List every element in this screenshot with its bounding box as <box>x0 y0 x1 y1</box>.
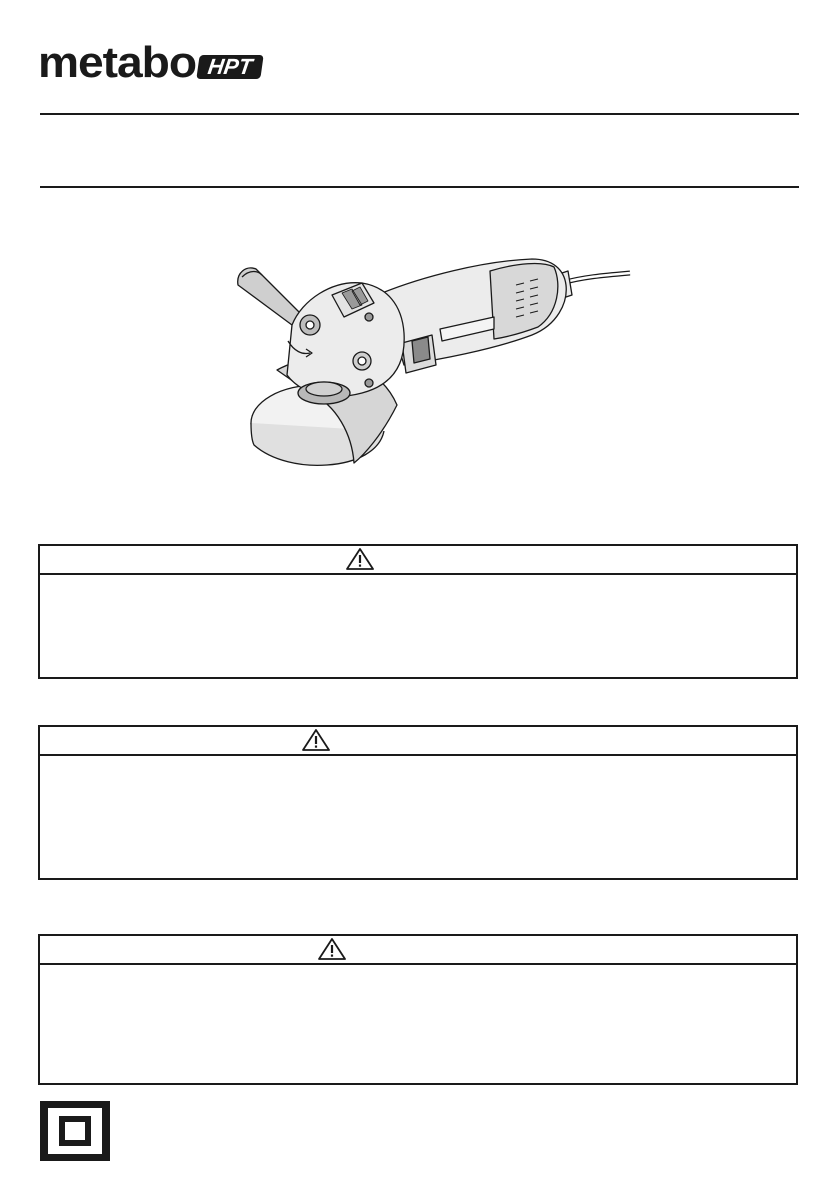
brand-badge: HPT <box>197 55 264 79</box>
warning-box-2-header <box>40 727 796 756</box>
warning-triangle-icon <box>302 729 330 751</box>
warning-box-2 <box>38 725 798 880</box>
brand-wordmark: metabo <box>38 38 197 87</box>
brand-logo <box>38 38 262 87</box>
warning-triangle-icon <box>318 938 346 960</box>
double-insulation-icon <box>40 1101 110 1161</box>
warning-box-1 <box>38 544 798 679</box>
top-rule <box>40 113 799 115</box>
warning-box-3-header <box>40 936 796 965</box>
warning-box-3 <box>38 934 798 1085</box>
warning-box-1-header <box>40 546 796 575</box>
angle-grinder-illustration <box>232 255 637 470</box>
bottom-rule <box>40 186 799 188</box>
warning-triangle-icon <box>346 548 374 570</box>
